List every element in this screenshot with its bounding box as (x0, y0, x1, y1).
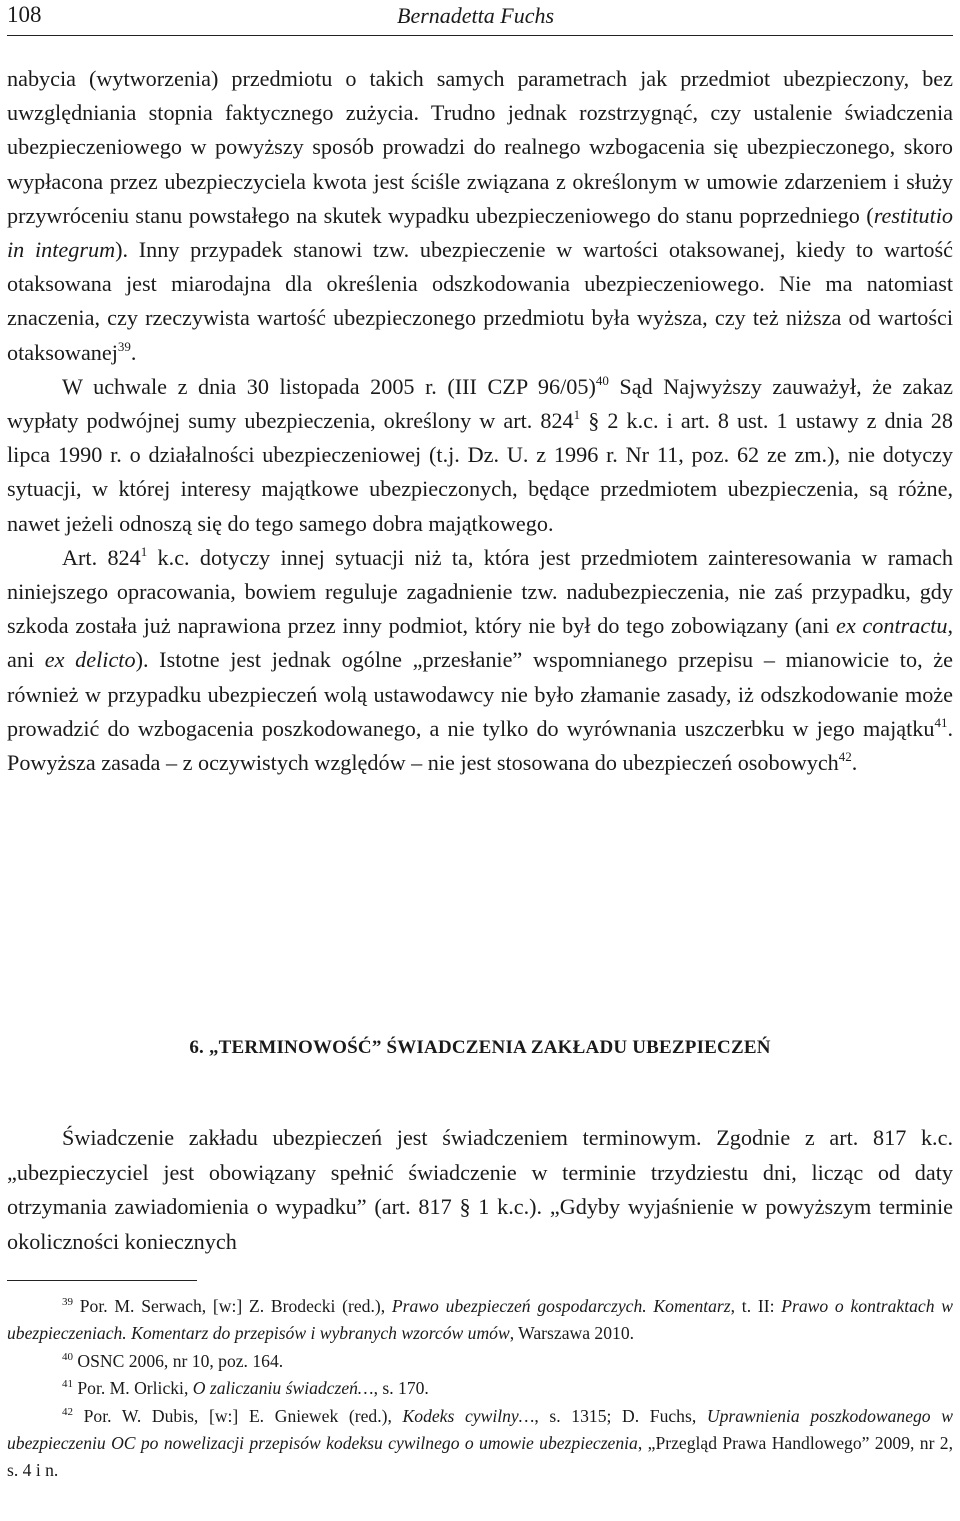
document-page (7, 0, 954, 1481)
page-number: 108 (7, 2, 42, 27)
paragraph-2: W uchwale z dnia 30 listopada 2005 r. (III CZP 96/05)$^{40}$ Sąd Najwyższy zauważył, że zakaz wypłaty podwójnej sumy ubezpieczenia, określony w art. $824^1$ § 2 k.c. i art. 8 ust. 1 ustawy z dnia 28 lipca 1990 r. o działalności ubezpieczeniowej (t.j. Dz. U. z 1996 r. Nr 11, poz. 62 ze zm.), nie dotyczy sytuacji, w której interesy majątkowe ubezpieczonych, będące przedmiotem ubezpieczenia, są różne, nawet jeżeli odnoszą się do tego samego dobra majątkowego. (7, 372, 953, 536)
running-head: Bernadetta Fuchs (397, 3, 555, 28)
footnotes (7, 1293, 953, 1485)
paragraph-3: Art. $824^1$ k.c. dotyczy innej sytuacji niż ta, która jest przedmiotem zainteresowania w ramach niniejszego opracowania, bowiem reguluje zagadnienie tzw. nadubezpieczenia, nie zaś przypadku, gdy szkoda została już naprawiona przez inny podmiot, który nie był do tego zobowiązany (ani ex contractu, ani ex delicto). Istotne jest jednak ogólne „przesłanie” wspomnianego przepisu – mianowicie to, że również w przypadku ubezpieczeń wolą ustawodawcy nie było złamanie zasady, iż odszkodowanie może prowadzić do wzbogacenia poszkodowanego, a nie tylko do wyrównania uszczerbku w jego majątku$^{41}$. Powyższa zasada – z oczywistych względów – nie jest stosowana do ubezpieczeń osobowych$^{42}$. (7, 543, 954, 776)
footnote-rule (7, 1280, 197, 1281)
article-superscript: 1 (140, 543, 148, 559)
footnote-ref-39[interactable]: 39 (117, 338, 131, 354)
footnote-41: $^{41}$ Por. M. Orlicki, O zaliczaniu świadczeń…, s. 170. (62, 1378, 429, 1399)
header-rule (7, 35, 953, 36)
footnote-42: $^{42}$ Por. W. Dubis, [w:] E. Gniewek (red.), Kodeks cywilny…, s. 1315; D. Fuchs, Uprawnienia poszkodowanego w ubezpieczeniu OC po nowelizacji przepisów kodeksu cywilnego o umowie ubezpieczenia, „Przegląd Prawa Handlowego” 2009, nr 2, s. 4 i n. (7, 1405, 954, 1481)
paragraph-4: Świadczenie zakładu ubezpieczeń jest świadczeniem terminowym. Zgodnie z art. 817 k.c. „ubezpieczyciel jest obowiązany spełnić świadczenie w terminie trzydziestu dni, licząc od daty otrzymania zawiadomienia o wypadku” (art. 817 § 1 k.c.). „Gdyby wyjaśnienie w powyższym terminie okoliczności koniecznych (7, 1125, 953, 1254)
footnote-ref-42[interactable]: 42 (838, 749, 852, 765)
footnote-39: $^{39}$ Por. M. Serwach, [w:] Z. Brodecki (red.), Prawo ubezpieczeń gospodarczych. Komentarz, t. II: Prawo o kontraktach w ubezpieczeniach. Komentarz do przepisów i wybranych wzorców umów, Warszawa 2010. (7, 1296, 953, 1344)
footnote-40: $^{40}$ OSNC 2006, nr 10, poz. 164. (62, 1350, 284, 1371)
paragraph-1: nabycia (wytworzenia) przedmiotu o takich samych parametrach jak przedmiot ubezpieczony, bez uwzględniania stopnia faktycznego zużycia. Trudno jednak rozstrzygnąć, czy ustalenie świadczenia ubezpieczeniowego w powyższy sposób prowadzi do realnego wzbogacenia się ubezpieczonego, skoro wypłacona przez ubezpieczyciela kwota jest ściśle związana z określonym w umowie zdarzeniem i służy przywróceniu stanu powstałego na skutek wypadku ubezpieczeniowego do stanu poprzedniego (restitutio in integrum). Inny przypadek stanowi tzw. ubezpieczenie w wartości otaksowanej, kiedy to wartość otaksowana jest miarodajna dla określenia odszkodowania ubezpieczeniowego. Nie ma natomiast znaczenia, czy rzeczywista wartość ubezpieczonego przedmiotu była wyższa, czy też niższa od wartości otaksowanej$^{39}$. (7, 66, 953, 365)
article-superscript: 1 (573, 407, 581, 423)
latin-term: ex delicto (44, 647, 136, 673)
latin-term: ex contractu (836, 613, 948, 639)
body-text-section-6 (7, 1121, 953, 1259)
section-heading: 6. „TERMINOWOŚĆ” ŚWIADCZENIA ZAKŁADU UBEZPIECZEŃ (189, 1037, 771, 1058)
body-text (7, 62, 953, 780)
footnote-ref-40[interactable]: 40 (595, 372, 609, 388)
latin-term: restitutio in integrum (7, 202, 953, 263)
page-header (7, 0, 953, 36)
footnote-ref-41[interactable]: 41 (934, 714, 948, 730)
